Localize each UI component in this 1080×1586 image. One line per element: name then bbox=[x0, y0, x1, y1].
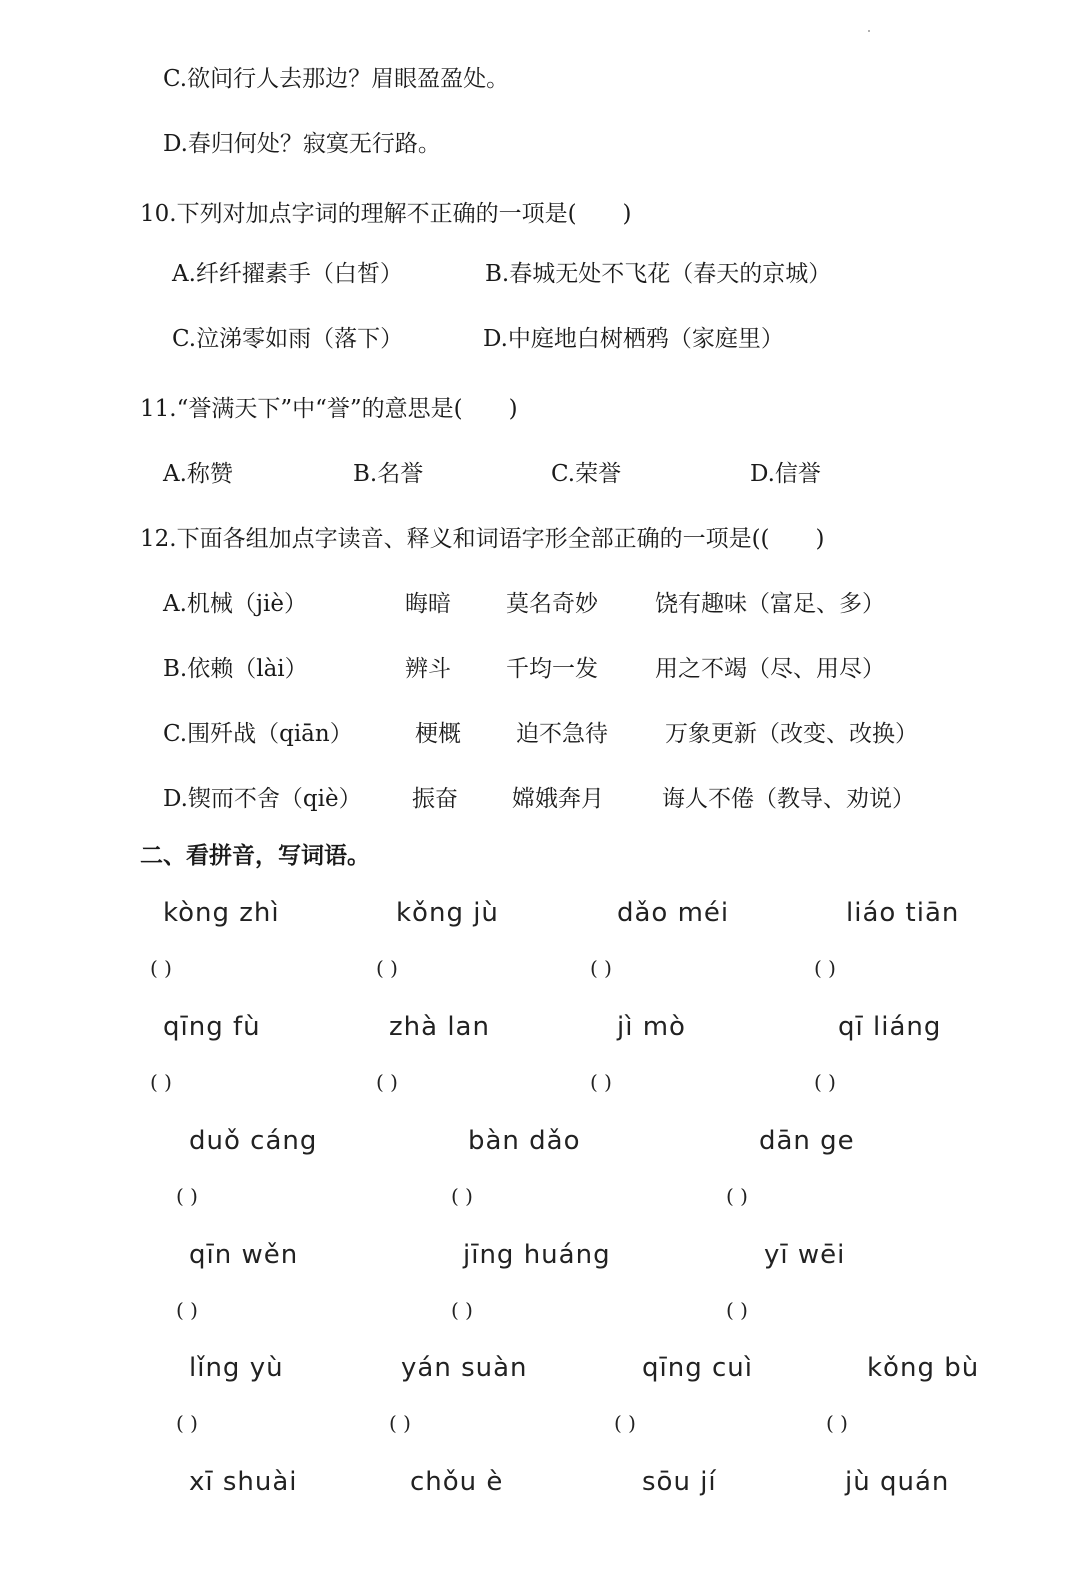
pinyin-item: yán suàn bbox=[401, 1353, 528, 1383]
answer-blank[interactable]: ( ) bbox=[826, 1411, 848, 1435]
pinyin-item: qī liáng bbox=[838, 1012, 942, 1042]
pinyin-item: duǒ cáng bbox=[189, 1126, 318, 1156]
q12-d-term1: 振奋 bbox=[412, 786, 458, 812]
pinyin-item: jīng huáng bbox=[463, 1240, 611, 1270]
pinyin-item: yī wēi bbox=[764, 1240, 846, 1270]
answer-blank[interactable]: ( ) bbox=[726, 1298, 748, 1322]
answer-blank[interactable]: ( ) bbox=[176, 1411, 198, 1435]
answer-blank[interactable]: ( ) bbox=[176, 1298, 198, 1322]
pinyin-item: kǒng jù bbox=[396, 898, 499, 928]
pinyin-item: chǒu è bbox=[410, 1467, 504, 1497]
answer-blank[interactable]: ( ) bbox=[376, 956, 398, 980]
pinyin-item: qīn wěn bbox=[189, 1240, 299, 1270]
pinyin-item: jù quán bbox=[845, 1467, 950, 1497]
pinyin-item: kǒng bù bbox=[867, 1353, 980, 1383]
q12-c-word: C.围歼战（qiān） bbox=[163, 721, 353, 747]
q12-d-term2: 嫦娥奔月 bbox=[512, 786, 604, 812]
pinyin-item: zhà lan bbox=[389, 1012, 490, 1042]
answer-blank[interactable]: ( ) bbox=[814, 1070, 836, 1094]
answer-blank[interactable]: ( ) bbox=[590, 956, 612, 980]
q12-c-term2: 迫不急待 bbox=[516, 721, 608, 747]
answer-blank[interactable]: ( ) bbox=[451, 1184, 473, 1208]
q12-stem: 12.下面各组加点字读音、释义和词语字形全部正确的一项是(( ) bbox=[140, 526, 825, 552]
q10-option-c: C.泣涕零如雨（落下） bbox=[172, 326, 404, 352]
q9-option-c: C.欲问行人去那边？眉眼盈盈处。 bbox=[163, 66, 510, 92]
q11-stem: 11.“誉满天下”中“誉”的意思是( ) bbox=[140, 396, 518, 422]
q11-option-a: A.称赞 bbox=[163, 461, 233, 487]
answer-blank[interactable]: ( ) bbox=[814, 956, 836, 980]
q9-option-d: D.春归何处？寂寞无行路。 bbox=[163, 131, 441, 157]
q12-a-term1: 晦暗 bbox=[405, 591, 451, 617]
q10-option-a: A.纤纤擢素手（白皙） bbox=[172, 261, 403, 287]
q12-d-term3: 诲人不倦（教导、劝说） bbox=[662, 786, 915, 812]
q12-c-term3: 万象更新（改变、改换） bbox=[665, 721, 918, 747]
answer-blank[interactable]: ( ) bbox=[726, 1184, 748, 1208]
pinyin-item: kòng zhì bbox=[163, 898, 280, 928]
pinyin-item: dān ge bbox=[759, 1126, 855, 1156]
section-2-title: 二、看拼音，写词语。 bbox=[140, 843, 370, 869]
q11-option-d: D.信誉 bbox=[750, 461, 821, 487]
answer-blank[interactable]: ( ) bbox=[389, 1411, 411, 1435]
pinyin-item: qīng fù bbox=[163, 1012, 261, 1042]
pinyin-item: jì mò bbox=[617, 1012, 686, 1042]
q10-option-b: B.春城无处不飞花（春天的京城） bbox=[485, 261, 832, 287]
pinyin-item: liáo tiān bbox=[846, 898, 960, 928]
q10-option-d: D.中庭地白树栖鸦（家庭里） bbox=[483, 326, 784, 352]
q12-b-word: B.依赖（lài） bbox=[163, 656, 308, 682]
answer-blank[interactable]: ( ) bbox=[150, 1070, 172, 1094]
q12-d-word: D.锲而不舍（qiè） bbox=[163, 786, 362, 812]
pinyin-item: dǎo méi bbox=[617, 898, 730, 928]
q12-a-term2: 莫名奇妙 bbox=[506, 591, 598, 617]
q12-a-word: A.机械（jiè） bbox=[163, 591, 308, 617]
pinyin-item: xī shuài bbox=[189, 1467, 298, 1497]
pinyin-item: lǐng yù bbox=[189, 1353, 284, 1383]
answer-blank[interactable]: ( ) bbox=[614, 1411, 636, 1435]
pinyin-item: bàn dǎo bbox=[468, 1126, 581, 1156]
pinyin-item: sōu jí bbox=[642, 1467, 717, 1497]
q12-b-term3: 用之不竭（尽、用尽） bbox=[655, 656, 885, 682]
q12-a-term3: 饶有趣味（富足、多） bbox=[655, 591, 885, 617]
q12-b-term1: 辨斗 bbox=[405, 656, 451, 682]
answer-blank[interactable]: ( ) bbox=[451, 1298, 473, 1322]
q12-b-term2: 千均一发 bbox=[506, 656, 598, 682]
answer-blank[interactable]: ( ) bbox=[150, 956, 172, 980]
q12-c-term1: 梗概 bbox=[415, 721, 461, 747]
answer-blank[interactable]: ( ) bbox=[590, 1070, 612, 1094]
answer-blank[interactable]: ( ) bbox=[376, 1070, 398, 1094]
q11-option-b: B.名誉 bbox=[353, 461, 424, 487]
q10-stem: 10.下列对加点字词的理解不正确的一项是( ) bbox=[140, 201, 632, 227]
corner-speck bbox=[868, 30, 870, 32]
q11-option-c: C.荣誉 bbox=[551, 461, 622, 487]
pinyin-item: qīng cuì bbox=[642, 1353, 753, 1383]
answer-blank[interactable]: ( ) bbox=[176, 1184, 198, 1208]
